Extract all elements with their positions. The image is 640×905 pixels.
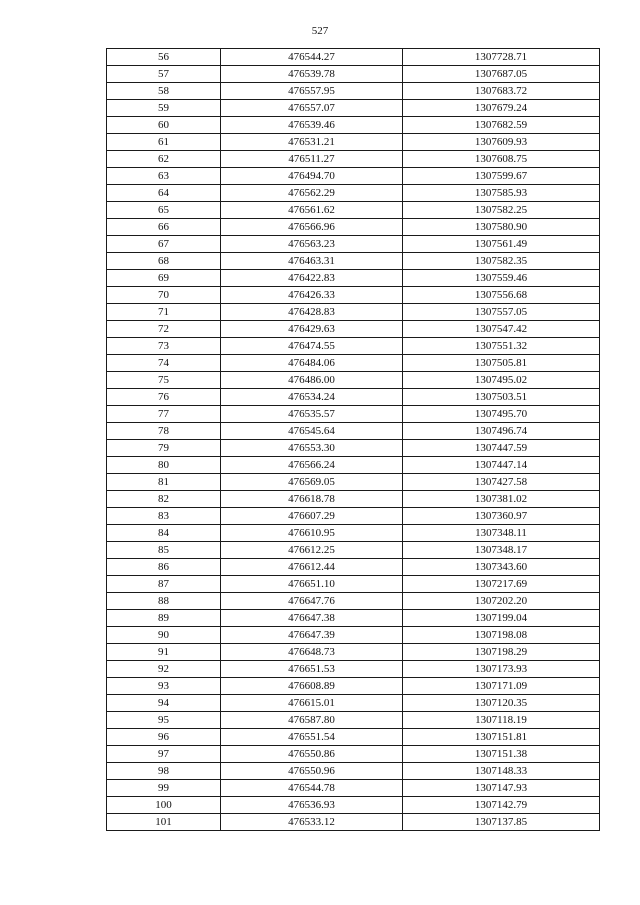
y-coordinate-cell: 1307559.46 [403, 270, 600, 287]
x-coordinate-cell: 476474.55 [221, 338, 403, 355]
x-coordinate-cell: 476544.27 [221, 49, 403, 66]
table-row [107, 576, 600, 593]
y-coordinate-cell: 1307495.70 [403, 406, 600, 423]
point-number-cell: 66 [107, 219, 221, 236]
table-row [107, 661, 600, 678]
point-number-cell: 79 [107, 440, 221, 457]
x-coordinate-cell: 476566.96 [221, 219, 403, 236]
y-coordinate-cell: 1307137.85 [403, 814, 600, 831]
table-row [107, 729, 600, 746]
table-row [107, 355, 600, 372]
table-row [107, 49, 600, 66]
x-coordinate-cell: 476561.62 [221, 202, 403, 219]
point-number-cell: 62 [107, 151, 221, 168]
y-coordinate-cell: 1307142.79 [403, 797, 600, 814]
x-coordinate-cell: 476550.96 [221, 763, 403, 780]
y-coordinate-cell: 1307199.04 [403, 610, 600, 627]
x-coordinate-cell: 476651.53 [221, 661, 403, 678]
y-coordinate-cell: 1307348.17 [403, 542, 600, 559]
x-coordinate-cell: 476612.25 [221, 542, 403, 559]
x-coordinate-cell: 476511.27 [221, 151, 403, 168]
table-row [107, 678, 600, 695]
point-number-cell: 56 [107, 49, 221, 66]
y-coordinate-cell: 1307687.05 [403, 66, 600, 83]
x-coordinate-cell: 476429.63 [221, 321, 403, 338]
x-coordinate-cell: 476531.21 [221, 134, 403, 151]
coordinates-table-body [107, 49, 600, 831]
x-coordinate-cell: 476533.12 [221, 814, 403, 831]
table-row [107, 83, 600, 100]
table-row [107, 321, 600, 338]
y-coordinate-cell: 1307582.35 [403, 253, 600, 270]
y-coordinate-cell: 1307599.67 [403, 168, 600, 185]
point-number-cell: 98 [107, 763, 221, 780]
point-number-cell: 71 [107, 304, 221, 321]
table-row [107, 389, 600, 406]
table-row [107, 797, 600, 814]
table-row [107, 627, 600, 644]
table-row [107, 474, 600, 491]
y-coordinate-cell: 1307151.38 [403, 746, 600, 763]
x-coordinate-cell: 476539.46 [221, 117, 403, 134]
point-number-cell: 84 [107, 525, 221, 542]
table-row [107, 219, 600, 236]
x-coordinate-cell: 476539.78 [221, 66, 403, 83]
point-number-cell: 80 [107, 457, 221, 474]
x-coordinate-cell: 476569.05 [221, 474, 403, 491]
x-coordinate-cell: 476494.70 [221, 168, 403, 185]
x-coordinate-cell: 476422.83 [221, 270, 403, 287]
table-row [107, 134, 600, 151]
point-number-cell: 85 [107, 542, 221, 559]
x-coordinate-cell: 476608.89 [221, 678, 403, 695]
table-row [107, 508, 600, 525]
table-row [107, 695, 600, 712]
y-coordinate-cell: 1307198.08 [403, 627, 600, 644]
point-number-cell: 59 [107, 100, 221, 117]
point-number-cell: 96 [107, 729, 221, 746]
table-row [107, 746, 600, 763]
point-number-cell: 58 [107, 83, 221, 100]
y-coordinate-cell: 1307582.25 [403, 202, 600, 219]
y-coordinate-cell: 1307561.49 [403, 236, 600, 253]
point-number-cell: 60 [107, 117, 221, 134]
table-row [107, 202, 600, 219]
table-row [107, 185, 600, 202]
table-row [107, 66, 600, 83]
x-coordinate-cell: 476566.24 [221, 457, 403, 474]
point-number-cell: 73 [107, 338, 221, 355]
table-row [107, 491, 600, 508]
x-coordinate-cell: 476557.95 [221, 83, 403, 100]
point-number-cell: 65 [107, 202, 221, 219]
x-coordinate-cell: 476545.64 [221, 423, 403, 440]
y-coordinate-cell: 1307551.32 [403, 338, 600, 355]
x-coordinate-cell: 476563.23 [221, 236, 403, 253]
y-coordinate-cell: 1307495.02 [403, 372, 600, 389]
point-number-cell: 70 [107, 287, 221, 304]
x-coordinate-cell: 476553.30 [221, 440, 403, 457]
y-coordinate-cell: 1307198.29 [403, 644, 600, 661]
point-number-cell: 69 [107, 270, 221, 287]
x-coordinate-cell: 476557.07 [221, 100, 403, 117]
x-coordinate-cell: 476648.73 [221, 644, 403, 661]
x-coordinate-cell: 476463.31 [221, 253, 403, 270]
y-coordinate-cell: 1307151.81 [403, 729, 600, 746]
point-number-cell: 72 [107, 321, 221, 338]
y-coordinate-cell: 1307120.35 [403, 695, 600, 712]
table-row [107, 814, 600, 831]
y-coordinate-cell: 1307580.90 [403, 219, 600, 236]
x-coordinate-cell: 476618.78 [221, 491, 403, 508]
point-number-cell: 81 [107, 474, 221, 491]
x-coordinate-cell: 476426.33 [221, 287, 403, 304]
point-number-cell: 87 [107, 576, 221, 593]
table-row [107, 559, 600, 576]
table-row [107, 117, 600, 134]
y-coordinate-cell: 1307173.93 [403, 661, 600, 678]
table-row [107, 236, 600, 253]
table-row [107, 593, 600, 610]
x-coordinate-cell: 476551.54 [221, 729, 403, 746]
table-row [107, 763, 600, 780]
point-number-cell: 95 [107, 712, 221, 729]
y-coordinate-cell: 1307556.68 [403, 287, 600, 304]
x-coordinate-cell: 476486.00 [221, 372, 403, 389]
point-number-cell: 99 [107, 780, 221, 797]
y-coordinate-cell: 1307343.60 [403, 559, 600, 576]
x-coordinate-cell: 476612.44 [221, 559, 403, 576]
point-number-cell: 78 [107, 423, 221, 440]
point-number-cell: 92 [107, 661, 221, 678]
point-number-cell: 83 [107, 508, 221, 525]
table-row [107, 338, 600, 355]
y-coordinate-cell: 1307557.05 [403, 304, 600, 321]
x-coordinate-cell: 476534.24 [221, 389, 403, 406]
table-row [107, 406, 600, 423]
y-coordinate-cell: 1307381.02 [403, 491, 600, 508]
y-coordinate-cell: 1307147.93 [403, 780, 600, 797]
table-row [107, 542, 600, 559]
table-row [107, 372, 600, 389]
page-number: 527 [311, 25, 329, 37]
point-number-cell: 82 [107, 491, 221, 508]
point-number-cell: 67 [107, 236, 221, 253]
point-number-cell: 97 [107, 746, 221, 763]
x-coordinate-cell: 476647.38 [221, 610, 403, 627]
table-row [107, 440, 600, 457]
y-coordinate-cell: 1307447.14 [403, 457, 600, 474]
point-number-cell: 93 [107, 678, 221, 695]
point-number-cell: 91 [107, 644, 221, 661]
y-coordinate-cell: 1307118.19 [403, 712, 600, 729]
point-number-cell: 57 [107, 66, 221, 83]
point-number-cell: 86 [107, 559, 221, 576]
table-row [107, 525, 600, 542]
x-coordinate-cell: 476651.10 [221, 576, 403, 593]
x-coordinate-cell: 476562.29 [221, 185, 403, 202]
point-number-cell: 100 [107, 797, 221, 814]
x-coordinate-cell: 476647.39 [221, 627, 403, 644]
y-coordinate-cell: 1307496.74 [403, 423, 600, 440]
point-number-cell: 61 [107, 134, 221, 151]
table-row [107, 610, 600, 627]
y-coordinate-cell: 1307202.20 [403, 593, 600, 610]
y-coordinate-cell: 1307447.59 [403, 440, 600, 457]
point-number-cell: 77 [107, 406, 221, 423]
y-coordinate-cell: 1307547.42 [403, 321, 600, 338]
y-coordinate-cell: 1307171.09 [403, 678, 600, 695]
point-number-cell: 101 [107, 814, 221, 831]
point-number-cell: 74 [107, 355, 221, 372]
y-coordinate-cell: 1307217.69 [403, 576, 600, 593]
x-coordinate-cell: 476536.93 [221, 797, 403, 814]
y-coordinate-cell: 1307505.81 [403, 355, 600, 372]
table-row [107, 151, 600, 168]
point-number-cell: 68 [107, 253, 221, 270]
y-coordinate-cell: 1307608.75 [403, 151, 600, 168]
y-coordinate-cell: 1307148.33 [403, 763, 600, 780]
coordinates-table [106, 48, 600, 831]
table-row [107, 457, 600, 474]
y-coordinate-cell: 1307728.71 [403, 49, 600, 66]
y-coordinate-cell: 1307585.93 [403, 185, 600, 202]
x-coordinate-cell: 476484.06 [221, 355, 403, 372]
table-row [107, 287, 600, 304]
table-row [107, 780, 600, 797]
y-coordinate-cell: 1307503.51 [403, 389, 600, 406]
point-number-cell: 75 [107, 372, 221, 389]
x-coordinate-cell: 476535.57 [221, 406, 403, 423]
y-coordinate-cell: 1307683.72 [403, 83, 600, 100]
point-number-cell: 94 [107, 695, 221, 712]
y-coordinate-cell: 1307609.93 [403, 134, 600, 151]
y-coordinate-cell: 1307682.59 [403, 117, 600, 134]
table-row [107, 423, 600, 440]
point-number-cell: 90 [107, 627, 221, 644]
point-number-cell: 64 [107, 185, 221, 202]
table-row [107, 644, 600, 661]
point-number-cell: 63 [107, 168, 221, 185]
y-coordinate-cell: 1307360.97 [403, 508, 600, 525]
x-coordinate-cell: 476550.86 [221, 746, 403, 763]
x-coordinate-cell: 476544.78 [221, 780, 403, 797]
x-coordinate-cell: 476647.76 [221, 593, 403, 610]
table-row [107, 253, 600, 270]
point-number-cell: 89 [107, 610, 221, 627]
table-row [107, 304, 600, 321]
x-coordinate-cell: 476615.01 [221, 695, 403, 712]
point-number-cell: 88 [107, 593, 221, 610]
y-coordinate-cell: 1307427.58 [403, 474, 600, 491]
point-number-cell: 76 [107, 389, 221, 406]
y-coordinate-cell: 1307348.11 [403, 525, 600, 542]
table-row [107, 100, 600, 117]
table-row [107, 712, 600, 729]
x-coordinate-cell: 476607.29 [221, 508, 403, 525]
y-coordinate-cell: 1307679.24 [403, 100, 600, 117]
x-coordinate-cell: 476610.95 [221, 525, 403, 542]
table-row [107, 168, 600, 185]
x-coordinate-cell: 476428.83 [221, 304, 403, 321]
table-row [107, 270, 600, 287]
x-coordinate-cell: 476587.80 [221, 712, 403, 729]
